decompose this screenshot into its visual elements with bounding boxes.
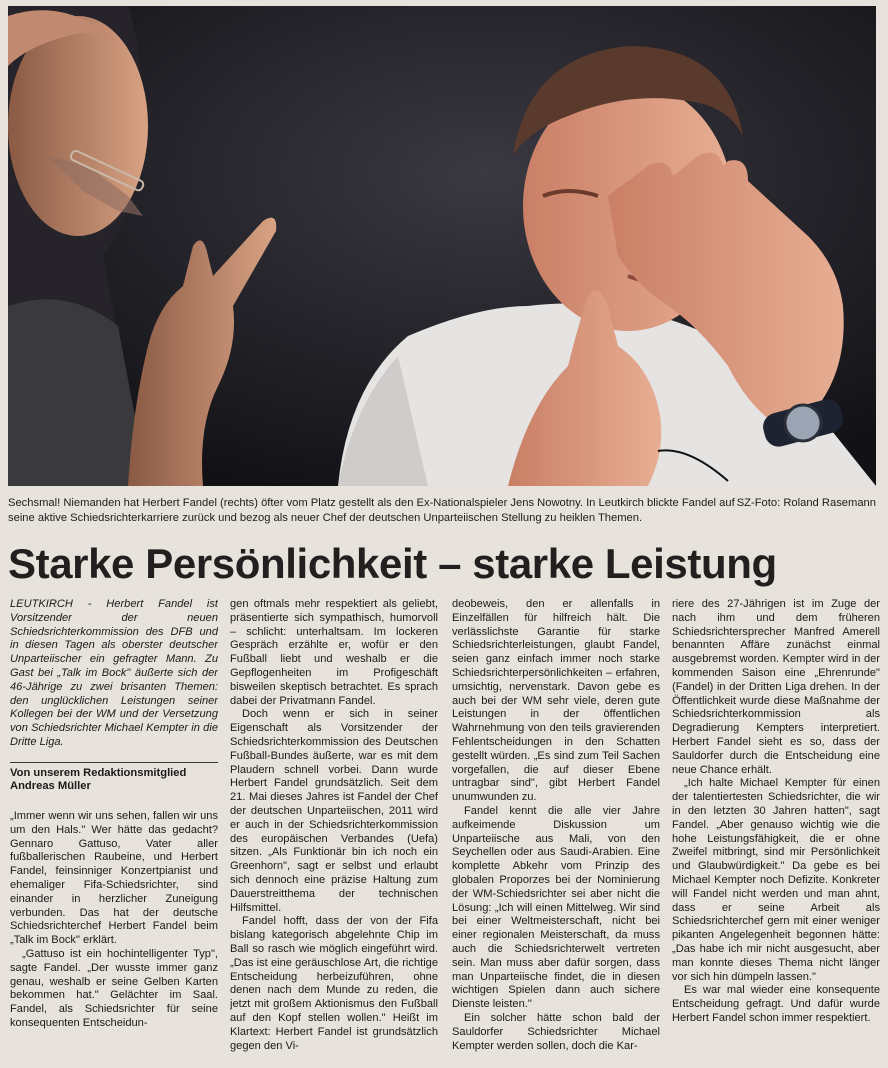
column-4 <box>672 598 880 1063</box>
paragraph: Fandel hofft, dass der von der Fifa bislang kategorisch abgelehnte Chip im Ball so rasch wie möglich eingeführt wird. „Das ist eine geräuschlose Art, die richtige Entscheidung herbeizuführen, ohne denen nach dem Munde zu reden, die jetzt mit großem Aktionismus den Fußball auf den Kopf stellen wollen." Heißt im Klartext: Herbert Fandel ist grundsätzlich gegen den Vi- <box>230 915 438 1052</box>
column-1 <box>10 598 218 1063</box>
photo-illustration <box>8 6 876 486</box>
paragraph: „Ich halte Michael Kempter für einen der talentiertesten Schiedsrichter, die wir in den letzten 30 Jahren hatten", sagt Fandel. „Aber genauso wichtig wie die hohe Leistungsfähigkeit, die er ohne Zweifel mitbringt, sind mir Persönlichkeit und Glaubwürdigkeit." Da gebe es bei Michael Kempter noch Defizite. Konkreter will Fandel nicht werden und man ahnt, dass er seine Arbeit als Schiedsrichterchef gern mit einer weniger pikanten Angelegenheit begonnen hätte: „Das habe ich mir nicht ausgesucht, aber man konnte dieses Thema nicht länger vor sich hin dümpeln lassen." <box>672 777 880 983</box>
caption-text: Sechsmal! Niemanden hat Herbert Fandel (rechts) öfter vom Platz gestellt als den Ex-Nationalspieler Jens Nowotny. In Leutkirch blickte Fandel auf seine aktive Schiedsrichterkarriere zurück und bezog als neuer Chef der deutschen Unparteiischen Stellung zu heiklen Themen. <box>8 497 735 524</box>
article-intro: LEUTKIRCH - Herbert Fandel ist Vorsitzender der neuen Schiedsrichterkommission des DFB und in diesen Tagen als oberster deutscher Unparteiischer ein gefragter Mann. Zu Gast bei „Talk im Bock" äußerte sich der 46-Jährige zu zwei brisanten Themen: den unglücklichen Leistungen seiner Kollegen bei der WM und der Versetzung von Schiedsrichter Michael Kempter in die Dritte Liga. <box>10 598 218 748</box>
column-2 <box>230 598 438 1063</box>
paragraph: „Immer wenn wir uns sehen, fallen wir uns um den Hals." Wer hätte das gedacht? Gennaro Gattuso, Vater aller fußballerischen Raubeine, und Herbert Fandel, feinsinniger Konzertpianist und ehemaliger Fifa-Schiedsrichter, sind einander in herzlicher Zuneigung verbunden. Das hat der deutsche Schiedsrichterchef Herbert Fandel beim „Talk im Bock" erklärt. <box>10 809 218 947</box>
headline: Starke Persönlichkeit – starke Leistung <box>8 540 777 587</box>
column-3 <box>452 598 660 1063</box>
byline-label: Von unserem Redaktionsmitglied <box>10 766 187 779</box>
paragraph: riere des 27-Jährigen ist im Zuge der nach ihm und dem früheren Schiedsrichtersprecher Manfred Amerell benannten Affäre zunächst einmal ausgebremst worden. Kempter wird in der kommenden Saison eine „Ehrenrunde" (Fandel) in der Dritten Liga drehen. In der Öffentlichkeit wurde diese Maßnahme der Schiedsrichterkommission als Degradierung Kempters interpretiert. Herbert Fandel sieht es so, dass der Sauldorfer durch die Entscheidung eine neue Chance erhält. <box>672 598 880 776</box>
byline-author: Andreas Müller <box>10 780 91 793</box>
paragraph: Fandel kennt die alle vier Jahre aufkeimende Diskussion um Unparteiische aus Mali, von den Seychellen oder aus Saudi-Arabien. Eine komplette Abkehr vom Prinzip des globalen Proporzes bei der Nominierung der WM-Schiedsrichter sei aber nicht die Lösung: „Ich will einen Mittelweg. Wir sind bei einer Weltmeisterschaft, nicht bei einer regionalen Meisterschaft, da muss auch die Schiedsrichterwelt vertreten sein. Man muss aber dafür sorgen, dass man Unparteiische findet, die in diesen wichtigen Spielen dann auch sichere Dienste leisten." <box>452 804 660 1011</box>
paragraph: „Gattuso ist ein hochintelligenter Typ", sagte Fandel. „Der wusste immer ganz genau, weshalb er seine Gelben Karten bekommen hat." Gelächter im Saal. Fandel, als Schiedsrichter für seine konsequenten Entscheidun- <box>10 947 218 1029</box>
paragraph: Es war mal wieder eine konsequente Entscheidung gefragt. Und dafür wurde Herbert Fandel schon immer respektiert. <box>672 984 880 1024</box>
photo-caption <box>8 496 876 526</box>
paragraph: Doch wenn er sich in seiner Eigenschaft als Vorsitzender der Schiedsrichterkommission des Deutschen Fußball-Bundes äußerte, war es mit dem Plaudern schnell vorbei. Dann wurde Herbert Fandel grundsätzlich. Seit dem 21. Mai dieses Jahres ist Fandel der Chef der deutschen Unparteiischen, 2011 wird er auch in der Schiedsrichterkommission des europäischen Verbandes (Uefa) sitzen. „Als Funktionär bin ich noch ein Greenhorn", sagt er selbst und erlaubt sich dennoch eine präzise Haltung zum Dauerstreitthema der technischen Hilfsmittel. <box>230 708 438 914</box>
paragraph: gen oftmals mehr respektiert als geliebt, präsentierte sich sympathisch, humorvoll – schlicht: unterhaltsam. Im lockeren Gespräch erzählte er, wofür er den Fußball liebt und weshalb er die Gepflogenheiten im Profigeschäft bisweilen skeptisch betrachtet. Es sprach dabei der Privatmann Fandel. <box>230 598 438 707</box>
photo-credit: SZ-Foto: Roland Rasemann <box>736 497 876 509</box>
article-photo <box>8 6 876 486</box>
paragraph: Ein solcher hätte schon bald der Sauldorfer Schiedsrichter Michael Kempter werden sollen, doch die Kar- <box>452 1011 660 1052</box>
byline <box>10 767 218 794</box>
paragraph: deobeweis, den er allenfalls in Einzelfällen für hilfreich hält. Die verlässlichste Garantie für starke Schiedsrichterleistungen, glaubt Fandel, seien ganz einfach immer noch starke Schiedsrichterpersönlichkeiten – erfahren, umsichtig, nervenstark. Davon gebe es auch bei der WM sehr viele, deren gute Leistungen in der öffentlichen Wahrnehmung von den teils gravierenden Fehlentscheidungen in den Schatten gestellt würden. „Es sind zum Teil Sachen vorgefallen, die auf dieser Ebene untragbar sind", gibt Herbert Fandel unumwunden zu. <box>452 598 660 804</box>
byline-divider <box>10 762 218 763</box>
